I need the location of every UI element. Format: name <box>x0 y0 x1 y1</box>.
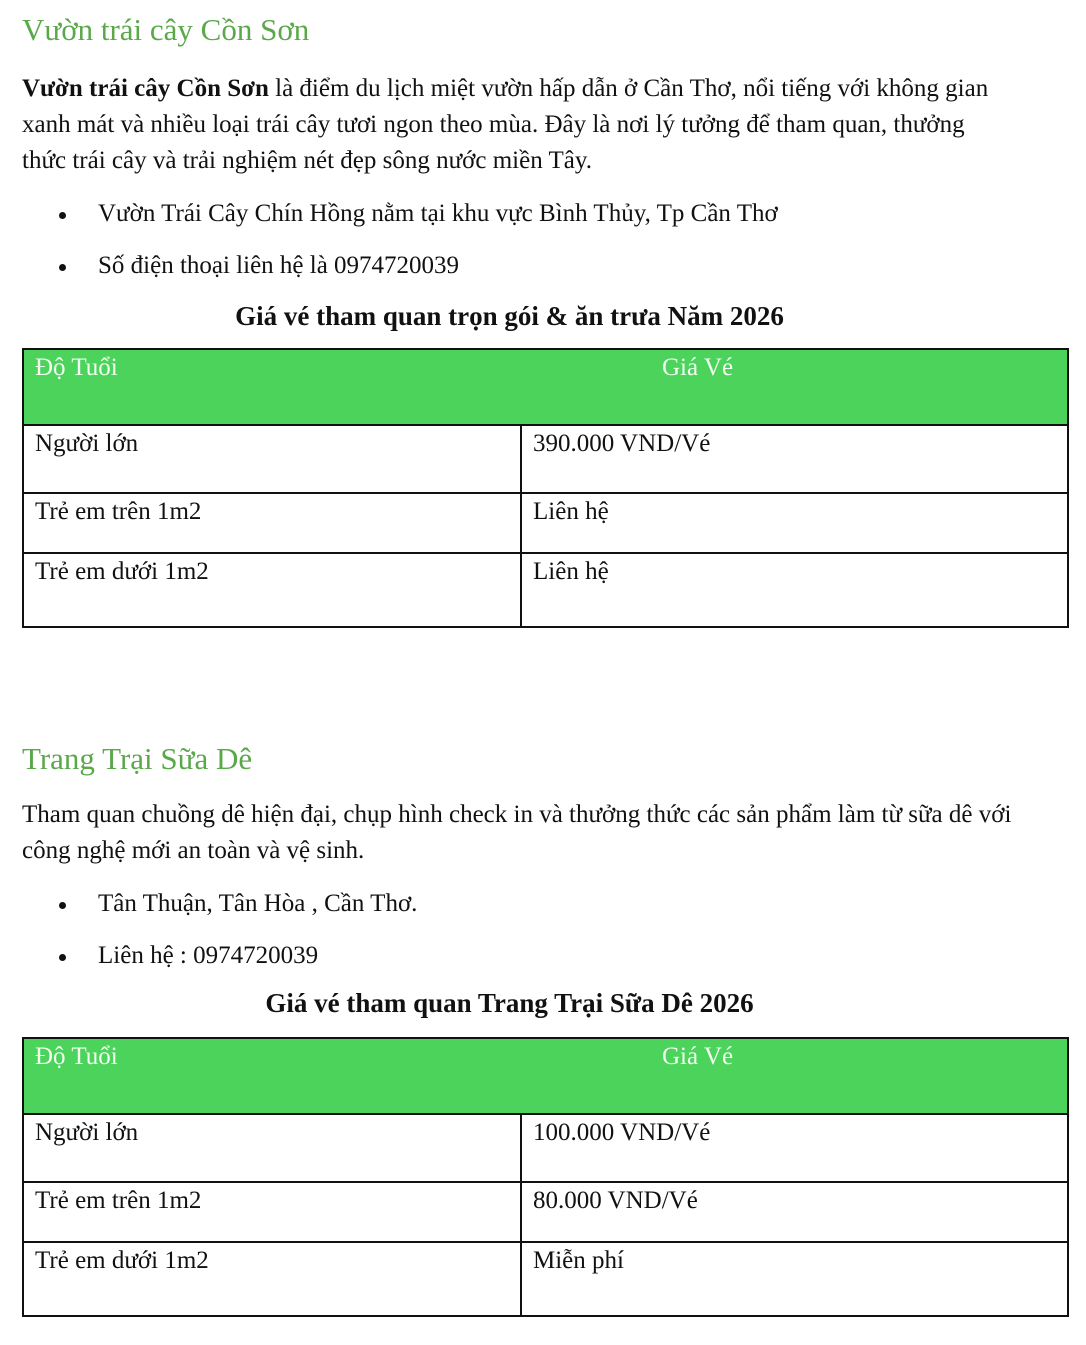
bullet-icon <box>59 954 66 961</box>
table-row <box>23 425 1068 493</box>
list-item-text: Tân Thuận, Tân Hòa , Cần Thơ. <box>98 890 418 917</box>
cell-price: 100.000 VND/Vé <box>521 1114 1068 1182</box>
info-list <box>22 196 1070 300</box>
cell-price: 390.000 VND/Vé <box>521 425 1068 493</box>
header-price: Giá Vé <box>521 349 1068 425</box>
list-item-phone <box>22 938 1070 990</box>
cell-age: Trẻ em dưới 1m2 <box>23 553 521 627</box>
bullet-icon <box>59 264 66 271</box>
cell-age: Người lớn <box>23 425 521 493</box>
list-item-location <box>22 886 1070 938</box>
intro-paragraph <box>22 71 1012 179</box>
intro-text: Tham quan chuồng dê hiện đại, chụp hình check in và thưởng thức các sản phẩm làm từ sữa dê với công nghệ mới an toàn và vệ sinh. <box>22 801 1012 864</box>
list-item-location <box>22 196 1070 248</box>
section-heading: Vườn trái cây Cồn Sơn <box>22 12 310 47</box>
cell-age: Trẻ em trên 1m2 <box>23 493 521 553</box>
table-row <box>23 553 1068 627</box>
intro-text: là điểm du lịch miệt vườn hấp dẫn ở Cần Thơ, nổi tiếng với không gian xanh mát và nhiều loại trái cây tươi ngon theo mùa. Đây là nơi lý tưởng để tham quan, thưởng thức trái cây và trải nghiệm nét đẹp sông nước miền Tây. <box>22 75 989 174</box>
table-header-row <box>23 349 1068 425</box>
intro-paragraph <box>22 797 1012 869</box>
header-age: Độ Tuổi <box>23 1038 521 1114</box>
list-item-text: Vườn Trái Cây Chín Hồng nằm tại khu vực Bình Thủy, Tp Cần Thơ <box>98 200 778 227</box>
price-table <box>22 348 1069 628</box>
header-age: Độ Tuổi <box>23 349 521 425</box>
section-heading: Trang Trại Sữa Dê <box>22 741 253 776</box>
section-con-son <box>22 12 1070 628</box>
list-item-text: Số điện thoại liên hệ là 0974720039 <box>98 252 460 279</box>
table-caption: Giá vé tham quan Trang Trại Sữa Dê 2026 <box>265 988 754 1018</box>
bullet-icon <box>59 902 66 909</box>
table-row <box>23 493 1068 553</box>
list-item-phone <box>22 248 1070 300</box>
info-list <box>22 886 1070 990</box>
cell-price: Miễn phí <box>521 1242 1068 1316</box>
table-row <box>23 1242 1068 1316</box>
table-row <box>23 1182 1068 1242</box>
list-item-text: Liên hệ : 0974720039 <box>98 942 319 969</box>
cell-age: Người lớn <box>23 1114 521 1182</box>
price-table <box>22 1037 1069 1317</box>
table-caption: Giá vé tham quan trọn gói & ăn trưa Năm 2026 <box>235 301 784 331</box>
intro-bold-name: Vườn trái cây Cồn Sơn <box>22 75 269 102</box>
table-header-row <box>23 1038 1068 1114</box>
header-price: Giá Vé <box>521 1038 1068 1114</box>
cell-price: Liên hệ <box>521 553 1068 627</box>
bullet-icon <box>59 212 66 219</box>
section-sua-de <box>22 741 1070 1317</box>
table-row <box>23 1114 1068 1182</box>
cell-price: Liên hệ <box>521 493 1068 553</box>
cell-age: Trẻ em dưới 1m2 <box>23 1242 521 1316</box>
cell-age: Trẻ em trên 1m2 <box>23 1182 521 1242</box>
cell-price: 80.000 VND/Vé <box>521 1182 1068 1242</box>
